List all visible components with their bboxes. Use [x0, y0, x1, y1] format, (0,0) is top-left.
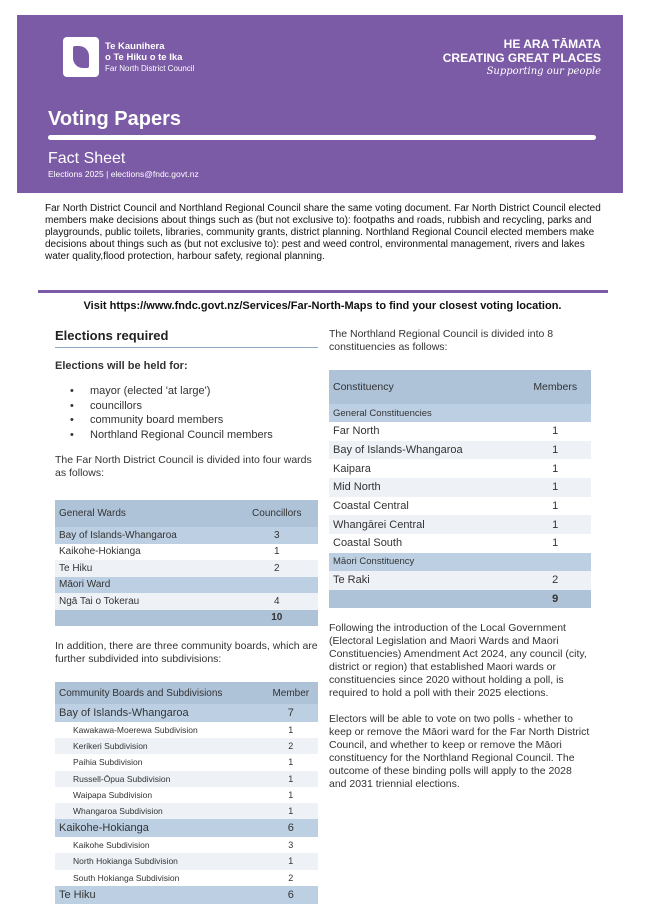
table-cell: Bay of Islands-Whangaroa: [55, 704, 264, 722]
boards-intro: In addition, there are three community boards, which are further subdivided into subdivisions:: [55, 640, 318, 665]
table-cell: Kaikohe Subdivision: [73, 840, 150, 851]
table-row: [55, 593, 318, 610]
intro-paragraph: Far North District Council and Northland Regional Council share the same voting document. Far North District Council elected members make decisions about things such as (but not exclusive to): footpaths and roads, rubbish and recycling, parks and playgrounds, public toilets, libraries, community grants, district planning. Northland Regional Council elected members make decisions about things such as (but not exclusive to): pest and weed control, environmental management, rivers and lakes water quality,flood protection, harbour safety, regional planning.: [45, 203, 601, 262]
logo-line-2: o Te Hiku o te Ika: [105, 51, 183, 63]
table-cell: 1: [519, 515, 591, 534]
table-cell: 3: [288, 840, 294, 851]
wards-table: [55, 500, 318, 626]
table-cell: Russell-Ōpua Subdivision: [55, 771, 264, 787]
table-group-row: [329, 404, 591, 422]
table-cell: Coastal South: [333, 537, 403, 550]
table-group-row: [55, 819, 318, 837]
table-header-cell: General Wards: [55, 500, 236, 527]
table-row: [329, 515, 591, 534]
table-row: [55, 803, 318, 819]
table-cell: 1: [288, 757, 294, 768]
table-cell: South Hokianga Subdivision: [73, 872, 180, 883]
header-banner: [17, 15, 623, 193]
table-cell: 7: [264, 704, 318, 722]
table-row: [55, 722, 318, 738]
table-cell: 4: [236, 593, 318, 610]
left-column: [55, 328, 318, 904]
table-row: [55, 870, 318, 886]
table-cell: Kawakawa-Moerewa Subdivision: [73, 725, 198, 736]
table-row: [329, 441, 591, 460]
table-row: [329, 459, 591, 478]
table-cell: Whangārei Central: [329, 515, 519, 534]
table-cell: 2: [264, 738, 318, 754]
table-group-row: [329, 553, 591, 571]
table-cell: North Hokianga Subdivision: [55, 853, 264, 869]
elections-subheading: Elections will be held for:: [55, 360, 188, 372]
table-row: [55, 738, 318, 754]
table-header-cell: Members: [519, 370, 591, 404]
table-row: [55, 560, 318, 577]
table-group-row: [55, 704, 318, 722]
table-cell: 1: [288, 725, 294, 736]
table-cell: 1: [552, 537, 559, 550]
table-cell: Māori Ward: [55, 577, 236, 594]
council-logo-text: [105, 41, 194, 74]
table-header-row: [329, 370, 591, 404]
list-item: • mayor (elected 'at large'): [70, 384, 318, 399]
poll-paragraph-2: Electors will be able to vote on two polls - whether to keep or remove the Māori ward for the Far North District Council, and whether to keep or remove the Māori constituency for the Northland Regional Council. The outcome of these binding polls will apply to the 2028 and 2031 triennial elections.: [329, 712, 590, 790]
table-cell: [55, 610, 236, 627]
table-cell: Waipapa Subdivision: [73, 789, 153, 800]
constituencies-table: [329, 370, 591, 608]
table-cell: Bay of Islands-Whangaroa: [329, 441, 519, 460]
table-row: [329, 497, 591, 516]
table-cell: Mid North: [329, 478, 519, 497]
table-cell: 1: [273, 546, 280, 558]
table-cell: Kerikeri Subdivision: [55, 738, 264, 754]
table-cell: 1: [552, 462, 559, 475]
table-cell: 1: [519, 441, 591, 460]
table-total-row: [329, 590, 591, 608]
table-group-row: [55, 886, 318, 904]
page-subtitle: Fact Sheet: [48, 150, 126, 167]
table-cell: [329, 590, 519, 608]
table-cell: 1: [519, 478, 591, 497]
table-cell: [519, 553, 591, 571]
table-row: [55, 837, 318, 853]
table-cell: Te Raki: [329, 571, 519, 590]
table-cell: 2: [236, 560, 318, 577]
table-header-cell: Member: [264, 682, 318, 704]
table-cell: 1: [264, 853, 318, 869]
table-cell: General Constituencies: [329, 404, 519, 422]
table-cell: [236, 577, 318, 594]
table-header-row: [55, 500, 318, 527]
tagline-line-1: HE ARA TĀMATA: [503, 37, 601, 51]
table-cell: Ngā Tai o Tokerau: [55, 593, 236, 610]
table-cell: Bay of Islands-Whangaroa: [55, 527, 236, 544]
table-row: [329, 571, 591, 590]
table-cell: Paihia Subdivision: [73, 757, 143, 768]
table-cell: 9: [519, 590, 591, 608]
table-cell: 1: [264, 803, 318, 819]
table-header-row: [55, 682, 318, 704]
table-cell: 1: [264, 771, 318, 787]
table-total-row: [55, 610, 318, 627]
logo-line-1: Te Kaunihera: [105, 40, 165, 52]
table-cell: 1: [552, 425, 559, 438]
table-cell: 2: [288, 872, 294, 883]
page-title: Voting Papers: [48, 108, 181, 130]
table-cell: Māori Constituency: [329, 553, 519, 571]
council-logo[interactable]: [63, 37, 194, 77]
table-cell: Kaikohe-Hokianga: [55, 819, 264, 837]
table-cell: 1: [552, 500, 559, 513]
table-row: [55, 544, 318, 561]
poll-paragraph-1: Following the introduction of the Local Government (Electoral Legislation and Maori Wards and Maori Constituencies) Amendment Act 2024, any council (city, district or region) that established Maori wards or constituencies since 2020 without holding a poll, is required to hold a poll with their 2025 elections.: [329, 621, 587, 699]
table-row: [329, 534, 591, 553]
table-cell: 3: [236, 527, 318, 544]
tagline-line-2: CREATING GREAT PLACES: [442, 51, 601, 65]
table-cell: 1: [288, 789, 294, 800]
table-cell: 10: [236, 610, 318, 627]
section-divider: [38, 290, 608, 293]
list-item: • councillors: [70, 399, 318, 414]
elections-heading: Elections required: [55, 328, 318, 348]
table-cell: Whangaroa Subdivision: [55, 803, 264, 819]
wards-intro: The Far North District Council is divided into four wards as follows:: [55, 454, 312, 479]
table-cell: 2: [519, 571, 591, 590]
constituencies-intro: The Northland Regional Council is divided into 8 constituencies as follows:: [329, 328, 554, 353]
visit-link-text[interactable]: Visit https://www.fndc.govt.nz/Services/Far-North-Maps to find your closest voting location.: [83, 300, 562, 312]
table-row: [55, 853, 318, 869]
table-group-row: [55, 577, 318, 594]
table-row: [55, 771, 318, 787]
table-cell: 6: [264, 886, 318, 904]
council-logo-icon: [63, 37, 99, 77]
list-item: • community board members: [70, 413, 318, 428]
table-cell: Te Hiku: [55, 886, 264, 904]
table-cell: Te Hiku: [55, 560, 236, 577]
table-row: [55, 787, 318, 803]
table-cell: Coastal Central: [333, 500, 409, 513]
table-cell: Kaikohe-Hokianga: [59, 546, 141, 558]
boards-table: [55, 682, 318, 904]
header-meta: Elections 2025 | elections@fndc.govt.nz: [48, 169, 199, 179]
table-row: [329, 478, 591, 497]
table-row: [55, 754, 318, 770]
table-cell: Far North: [333, 425, 380, 438]
table-header-cell: Councillors: [236, 500, 318, 527]
table-cell: Kaipara: [333, 462, 371, 475]
title-underline: [48, 135, 596, 140]
table-header-cell: Community Boards and Subdivisions: [55, 682, 264, 704]
table-header-cell: Constituency: [329, 370, 519, 404]
tagline-line-3: Supporting our people: [486, 66, 601, 77]
table-row: [329, 422, 591, 441]
table-row: [55, 527, 318, 544]
elections-list: [70, 384, 318, 442]
tagline: [443, 37, 601, 79]
logo-line-3: Far North District Council: [105, 63, 195, 73]
right-column: [329, 328, 591, 791]
list-item: • Northland Regional Council members: [70, 428, 318, 443]
table-cell: 6: [264, 819, 318, 837]
table-cell: [519, 404, 591, 422]
